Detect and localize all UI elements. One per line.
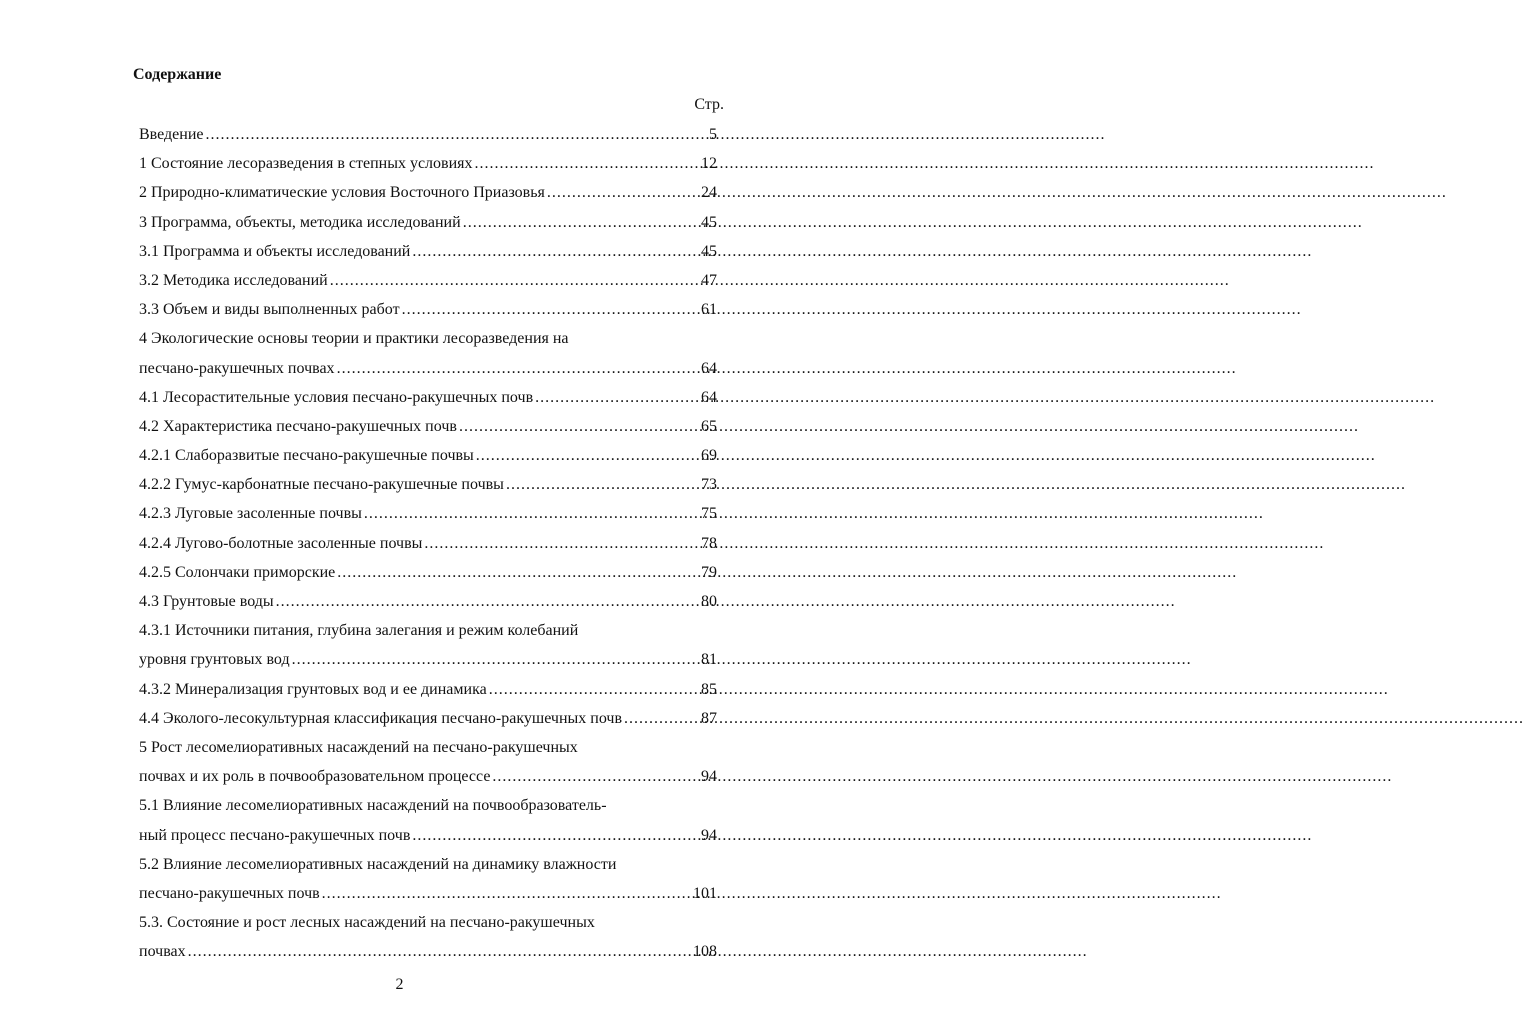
- toc-entry-page: 73: [701, 476, 717, 494]
- toc-entry: [139, 149, 725, 178]
- dot-leader: [292, 645, 1192, 674]
- toc-entry-page: 65: [701, 417, 717, 435]
- toc-entry-label: 4.2 Характеристика песчано-ракушечных почв: [139, 417, 457, 435]
- toc-entry-label: 3.3 Объем и виды выполненных работ: [139, 301, 400, 319]
- dot-leader: [492, 762, 1392, 791]
- toc-entry-page: 78: [701, 534, 717, 552]
- dot-leader: [476, 441, 1376, 470]
- page-number: 2: [395, 976, 404, 993]
- toc-entry-line: [139, 762, 675, 791]
- dot-leader: [424, 529, 1324, 558]
- toc-entry-label: 4.1 Лесорастительные условия песчано-ракушечных почв: [139, 388, 534, 406]
- toc-entry-line: [139, 178, 675, 207]
- toc-entry-label: 2 Природно-климатические условия Восточного Приазовья: [139, 184, 545, 202]
- dot-leader: [475, 149, 1375, 178]
- toc-entry-line: [139, 879, 675, 908]
- dot-leader: [624, 704, 1524, 733]
- toc-entry-label: 1 Состояние лесоразведения в степных условиях: [139, 155, 473, 173]
- toc-entry-line: [139, 733, 725, 762]
- toc-entry-page: 64: [701, 359, 717, 377]
- toc-entry-label: 4.3.1 Источники питания, глубина залегания и режим колебаний: [139, 622, 579, 640]
- dot-leader: [322, 879, 1222, 908]
- toc-entry-line: [139, 208, 675, 237]
- toc-entry-line: [139, 149, 675, 178]
- dot-leader: [412, 821, 1312, 850]
- toc-entry-page: 64: [701, 388, 717, 406]
- toc-entry: [139, 645, 725, 674]
- dot-leader: [330, 266, 1230, 295]
- dot-leader: [489, 675, 1389, 704]
- toc-entry-line: [139, 850, 725, 879]
- toc-entry-line: [139, 558, 675, 587]
- toc-entry-label: 4.2.3 Луговые засоленные почвы: [139, 505, 362, 523]
- toc-entry-label: 3 Программа, объекты, методика исследований: [139, 213, 461, 231]
- toc-entry: [139, 733, 725, 762]
- toc-entry-label: 4 Экологические основы теории и практики лесоразведения на: [139, 330, 569, 348]
- toc-entry: [139, 237, 725, 266]
- toc-entry-label: 4.4 Эколого-лесокультурная классификация песчано-ракушечных почв: [139, 709, 623, 727]
- toc-entry: [139, 266, 725, 295]
- toc-entry-label: 4.2.5 Солончаки приморские: [139, 563, 336, 581]
- toc-entry: [139, 850, 725, 879]
- toc-entry-line: [139, 383, 675, 412]
- toc-entry-line: [139, 821, 675, 850]
- toc-entry: [139, 616, 725, 645]
- dot-leader: [337, 354, 1237, 383]
- toc-entry-page: 81: [701, 651, 717, 669]
- toc-entry: [139, 791, 725, 820]
- toc-entry: [139, 295, 725, 324]
- toc-entry: [139, 762, 725, 791]
- dot-leader: [459, 412, 1359, 441]
- toc-entry-page: 61: [701, 301, 717, 319]
- toc-entry-line: [139, 499, 675, 528]
- toc-entry-page: 108: [693, 943, 717, 961]
- toc-entry: [139, 558, 725, 587]
- toc-entry-label: 4.2.1 Слаборазвитые песчано-ракушечные почвы: [139, 447, 474, 465]
- dot-leader: [276, 587, 1176, 616]
- toc-entry-line: [139, 645, 675, 674]
- toc-entry: [139, 587, 725, 616]
- toc-entry-label: почвах и их роль в почвообразовательном процессе: [139, 768, 491, 786]
- dot-leader: [412, 237, 1312, 266]
- toc-entry: [139, 499, 725, 528]
- toc-entry-line: [139, 412, 675, 441]
- toc-entry-line: [139, 704, 675, 733]
- toc-entry-page: 80: [701, 593, 717, 610]
- toc-entry: [139, 937, 725, 966]
- toc-entry-page: 94: [701, 768, 717, 786]
- toc-entry-page: 85: [701, 680, 717, 698]
- page-column-label: Стр.: [694, 96, 724, 113]
- toc-entry-label: 4.2.2 Гумус-карбонатные песчано-ракушечные почвы: [139, 476, 504, 494]
- toc-entry-label: почвах: [139, 943, 186, 961]
- dot-leader: [506, 470, 1406, 499]
- toc-entry-line: [139, 441, 675, 470]
- toc-entry-line: [139, 675, 675, 704]
- toc-entry-page: 101: [693, 884, 717, 902]
- toc-entry-page: 75: [701, 505, 717, 523]
- toc-entry-label: 3.1 Программа и объекты исследований: [139, 242, 411, 260]
- table-of-contents: [139, 120, 725, 966]
- toc-entry-page: 12: [701, 155, 717, 173]
- dot-leader: [364, 499, 1264, 528]
- toc-entry: [139, 178, 725, 207]
- toc-entry-label: 4.3.2 Минерализация грунтовых вод и ее динамика: [139, 680, 487, 698]
- toc-entry-page: 94: [701, 826, 717, 844]
- toc-entry-page: 45: [701, 213, 717, 231]
- toc-entry: [139, 821, 725, 850]
- toc-entry: [139, 354, 725, 383]
- toc-entry-line: [139, 529, 675, 558]
- toc-entry-page: 87: [701, 709, 717, 727]
- dot-leader: [188, 937, 1088, 966]
- toc-entry: [139, 324, 725, 353]
- toc-entry-line: [139, 791, 725, 820]
- toc-entry-label: 5.2 Влияние лесомелиоративных насаждений на динамику влажности: [139, 855, 617, 873]
- toc-entry-label: 4.3 Грунтовые воды: [139, 593, 274, 610]
- toc-entry-line: [139, 237, 675, 266]
- toc-entry: [139, 383, 725, 412]
- toc-entry-line: [139, 266, 675, 295]
- toc-entry-line: [139, 908, 725, 937]
- toc-entry-label: уровня грунтовых вод: [139, 651, 290, 669]
- toc-entry: [139, 704, 725, 733]
- toc-entry-line: [139, 354, 675, 383]
- toc-entry: [139, 208, 725, 237]
- toc-entry-page: 5: [709, 126, 717, 143]
- toc-entry-page: 45: [701, 242, 717, 260]
- toc-entry: [139, 412, 725, 441]
- page-title: Содержание: [133, 66, 222, 83]
- toc-entry-label: Введение: [139, 126, 204, 143]
- toc-entry-label: 5.3. Состояние и рост лесных насаждений на песчано-ракушечных: [139, 914, 595, 932]
- toc-entry: [139, 441, 725, 470]
- toc-entry-line: [139, 120, 675, 149]
- toc-entry: [139, 120, 725, 149]
- toc-entry: [139, 470, 725, 499]
- toc-entry-page: 47: [701, 271, 717, 289]
- toc-entry-line: [139, 937, 675, 966]
- toc-entry-page: 69: [701, 447, 717, 465]
- toc-entry-line: [139, 295, 675, 324]
- toc-entry-label: песчано-ракушечных почвах: [139, 359, 335, 377]
- dot-leader: [337, 558, 1237, 587]
- toc-entry-line: [139, 470, 675, 499]
- dot-leader: [463, 208, 1363, 237]
- toc-entry-label: песчано-ракушечных почв: [139, 884, 320, 902]
- dot-leader: [402, 295, 1302, 324]
- toc-entry: [139, 908, 725, 937]
- toc-entry-label: 5.1 Влияние лесомелиоративных насаждений на почвообразователь-: [139, 797, 607, 815]
- dot-leader: [206, 120, 1106, 149]
- toc-entry-label: 5 Рост лесомелиоративных насаждений на песчано-ракушечных: [139, 738, 578, 756]
- dot-leader: [535, 383, 1435, 412]
- toc-entry-page: 79: [701, 563, 717, 581]
- toc-entry: [139, 529, 725, 558]
- toc-entry: [139, 675, 725, 704]
- toc-entry-label: 4.2.4 Лугово-болотные засоленные почвы: [139, 534, 423, 552]
- toc-entry-label: ный процесс песчано-ракушечных почв: [139, 826, 411, 844]
- toc-entry-page: 24: [701, 184, 717, 202]
- toc-entry-line: [139, 324, 725, 353]
- toc-entry-label: 3.2 Методика исследований: [139, 271, 328, 289]
- toc-entry: [139, 879, 725, 908]
- toc-entry-line: [139, 616, 725, 645]
- toc-entry-line: [139, 587, 675, 616]
